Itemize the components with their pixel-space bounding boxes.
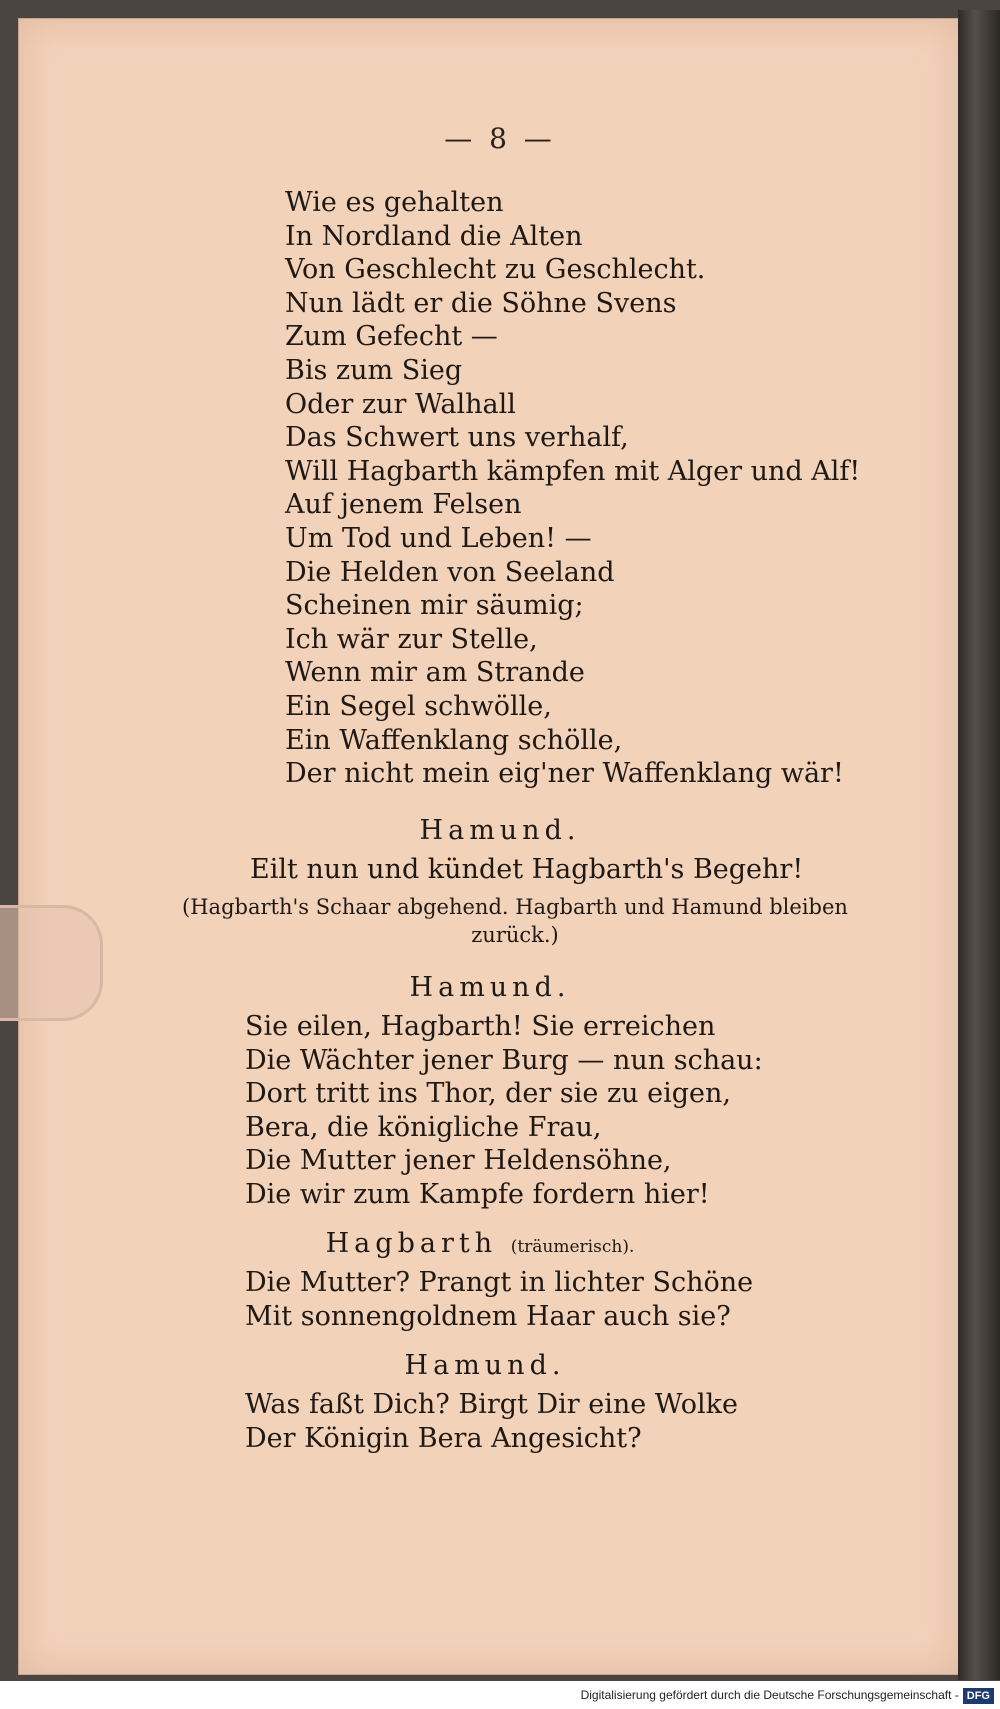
dfg-logo: DFG [963, 1688, 994, 1704]
page-clip [0, 905, 103, 1021]
verse-line: Bis zum Sieg [285, 354, 463, 386]
verse-block-3 [245, 1010, 763, 1212]
page-number: — 8 — [444, 122, 556, 155]
verse-line: Scheinen mir säumig; [285, 590, 584, 622]
verse-line: Will Hagbarth kämpfen mit Alger und Alf! [285, 455, 861, 487]
verse-line: Wenn mir am Strande [285, 657, 585, 689]
verse-line: Der nicht mein eig'ner Waffenklang wär! [285, 758, 844, 790]
verse-block-4 [245, 1266, 753, 1333]
stage-direction: (Hagbarth's Schaar abgehend. Hagbarth und Hamund bleiben zurück.) [182, 895, 848, 947]
verse-line: Die Helden von Seeland [285, 556, 615, 588]
verse-line: Ein Segel schwölle, [285, 690, 552, 722]
speaker-hagbarth [0, 1228, 980, 1259]
speaker-hamund-1: Hamund. [419, 815, 581, 846]
verse-line: In Nordland die Alten [285, 220, 583, 252]
verse-line: Ich wär zur Stelle, [285, 623, 538, 655]
verse-line: Von Geschlecht zu Geschlecht. [285, 254, 706, 286]
speaker-name: Hagbarth [325, 1228, 498, 1259]
verse-line: Wie es gehalten [285, 187, 504, 218]
verse-line: Dort tritt ins Thor, der sie zu eigen, [245, 1078, 731, 1110]
footer-text: Digitalisierung gefördert durch die Deutsche Forschungsgemeinschaft - [580, 1688, 959, 1702]
verse-line: Zum Gefecht — [285, 321, 498, 353]
speaker-hamund-3: Hamund. [404, 1350, 566, 1381]
verse-block-1 [285, 186, 860, 791]
verse-line: Das Schwert uns verhalf, [285, 422, 629, 454]
verse-line: Die wir zum Kampfe fordern hier! [245, 1178, 710, 1210]
speaker-hamund-2: Hamund. [409, 972, 571, 1003]
verse-line: Sie eilen, Hagbarth! Sie erreichen [245, 1011, 716, 1042]
verse-line: Nun lädt er die Söhne Svens [285, 287, 677, 319]
verse-block-2 [250, 853, 803, 887]
verse-line: Die Mutter jener Heldensöhne, [245, 1145, 672, 1177]
verse-line: Bera, die königliche Frau, [245, 1111, 602, 1143]
footer-credit [0, 1681, 1000, 1709]
verse-line: Eilt nun und kündet Hagbarth's Begehr! [250, 854, 804, 885]
verse-block-5 [245, 1388, 738, 1455]
speaker-direction: (träumerisch). [510, 1237, 635, 1257]
verse-line: Was faßt Dich? Birgt Dir eine Wolke [245, 1389, 738, 1420]
verse-line: Die Wächter jener Burg — nun schau: [245, 1044, 763, 1076]
verse-line: Um Tod und Leben! — [285, 522, 592, 554]
verse-line: Oder zur Walhall [285, 388, 516, 420]
verse-line: Die Mutter? Prangt in lichter Schöne [245, 1267, 754, 1298]
verse-line: Auf jenem Felsen [285, 489, 522, 521]
verse-line: Ein Waffenklang schölle, [285, 724, 623, 756]
verse-line: Der Königin Bera Angesicht? [245, 1422, 642, 1454]
verse-line: Mit sonnengoldnem Haar auch sie? [245, 1300, 731, 1332]
